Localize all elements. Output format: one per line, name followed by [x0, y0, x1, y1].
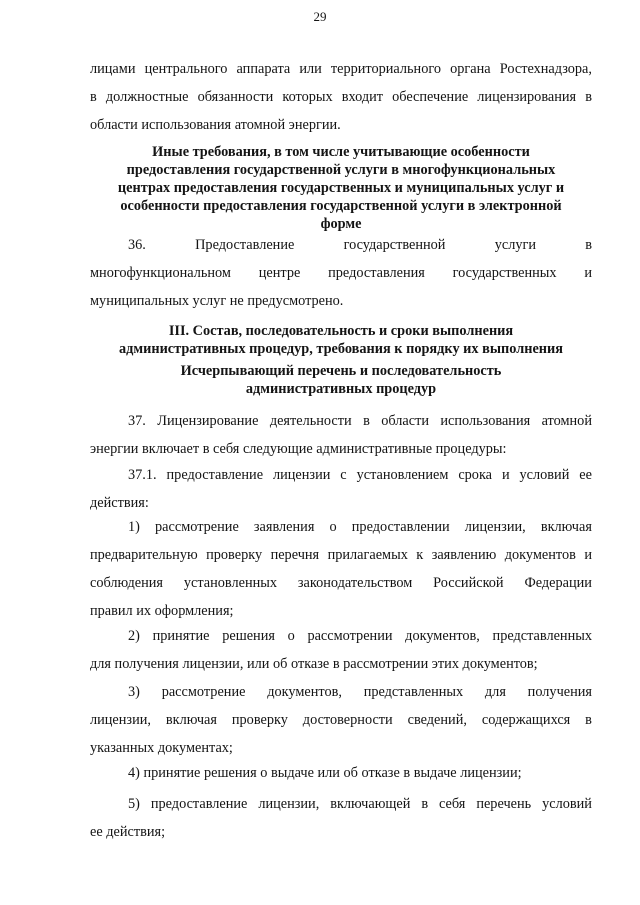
word: условий — [542, 796, 592, 812]
word: рассмотрении — [307, 628, 393, 644]
word: многофункциональном — [90, 265, 231, 281]
word: включая — [165, 712, 217, 728]
heading-line: предоставления государственной услуги в многофункциональных — [126, 162, 556, 178]
word: включая — [540, 519, 592, 535]
word: решения — [222, 628, 275, 644]
word: перечня — [270, 547, 320, 563]
section-heading-part-iii — [90, 322, 592, 358]
word: к — [416, 547, 424, 563]
text-line — [90, 83, 592, 111]
word: содержащихся — [481, 712, 571, 728]
word: соблюдения — [90, 575, 163, 591]
list-item-5 — [90, 790, 592, 846]
heading-line: III. Состав, последовательность и сроки выполнения — [168, 323, 514, 339]
word: обязанности — [197, 89, 274, 105]
word: в — [90, 89, 97, 105]
word: заявления — [253, 519, 315, 535]
text-line: действия: — [90, 495, 149, 511]
text-line: 4) принятие решения о выдаче или об отказе в выдаче лицензии; — [128, 765, 522, 781]
word: документов — [504, 547, 576, 563]
word: государственных — [452, 265, 557, 281]
word: входит — [341, 89, 383, 105]
list-item-1 — [90, 513, 592, 625]
word: Российской — [433, 575, 504, 591]
word: включающей — [330, 796, 411, 812]
text-line: указанных документах; — [90, 740, 233, 756]
text-line: правил их оформления; — [90, 603, 234, 619]
word: должностные — [105, 89, 189, 105]
word: лицензии, — [90, 712, 151, 728]
text-line — [90, 790, 592, 818]
text-line — [90, 259, 592, 287]
word: установлением — [356, 467, 449, 483]
word: представленных — [363, 684, 464, 700]
word: рассмотрение — [161, 684, 246, 700]
paragraph-carryover — [90, 55, 592, 139]
word: лицензии — [272, 467, 331, 483]
word: достоверности — [302, 712, 393, 728]
page-number: 29 — [313, 9, 327, 24]
text-line — [90, 569, 592, 597]
text-line — [90, 461, 592, 489]
word: органа — [450, 61, 491, 77]
word: области — [381, 413, 430, 429]
text-line — [90, 678, 592, 706]
word: законодательством — [297, 575, 413, 591]
word: аппарата — [236, 61, 291, 77]
paragraph-37 — [90, 407, 592, 463]
word: в — [585, 712, 592, 728]
word: в — [585, 237, 592, 253]
word: атомной — [541, 413, 592, 429]
text-line — [90, 513, 592, 541]
text-line — [90, 55, 592, 83]
word: установленных — [183, 575, 278, 591]
list-item-2 — [90, 622, 592, 678]
word: срока — [458, 467, 493, 483]
word: представленных — [492, 628, 592, 644]
heading-line: особенности предоставления государственной услуги в электронной — [120, 198, 562, 214]
word: себя — [439, 796, 466, 812]
text-line: энергии включает в себя следующие административные процедуры: — [90, 441, 507, 457]
text-line — [90, 622, 592, 650]
heading-line: Иные требования, в том числе учитывающие особенности — [152, 144, 530, 160]
word: перечень — [476, 796, 532, 812]
word: деятельности — [269, 413, 352, 429]
word: проверку — [231, 712, 288, 728]
word: лицензии, — [464, 519, 526, 535]
word: центре — [258, 265, 301, 281]
heading-line: административных процедур, требования к порядку их выполнения — [118, 341, 564, 357]
word: Предоставление — [195, 237, 295, 253]
word: сведений, — [407, 712, 467, 728]
text-line: муниципальных услуг не предусмотрено. — [90, 293, 344, 309]
word: территориального — [330, 61, 442, 77]
word: услуги — [494, 237, 536, 253]
word: лицами — [90, 61, 136, 77]
word: государственной — [343, 237, 446, 253]
word: 5) — [128, 796, 140, 812]
word: 36. — [128, 237, 146, 253]
word: или — [299, 61, 322, 77]
word: документов, — [405, 628, 480, 644]
list-item-3 — [90, 678, 592, 762]
heading-line: форме — [320, 216, 362, 232]
word: условий — [519, 467, 570, 483]
subsection-heading-procedures — [90, 362, 592, 398]
heading-line: Исчерпывающий перечень и последовательность — [180, 363, 502, 379]
word: прилагаемых — [327, 547, 408, 563]
word: лицензирования — [477, 89, 577, 105]
word: Ростехнадзора, — [499, 61, 592, 77]
paragraph-37-1 — [90, 461, 592, 517]
list-item-4 — [90, 759, 592, 787]
word: принятие — [152, 628, 210, 644]
word: предоставление — [166, 467, 264, 483]
word: предварительную — [90, 547, 198, 563]
word: обеспечение — [392, 89, 469, 105]
word: предоставлении — [351, 519, 450, 535]
word: 3) — [128, 684, 140, 700]
word: документов, — [267, 684, 342, 700]
word: и — [584, 547, 592, 563]
heading-line: административных процедур — [245, 381, 437, 397]
word: предоставление — [150, 796, 248, 812]
word: Федерации — [524, 575, 592, 591]
text-line: области использования атомной энергии. — [90, 117, 341, 133]
word: которых — [282, 89, 333, 105]
word: для — [484, 684, 506, 700]
word: 2) — [128, 628, 140, 644]
text-line — [90, 706, 592, 734]
paragraph-36 — [90, 231, 592, 315]
text-line — [90, 407, 592, 435]
text-line: для получения лицензии, или об отказе в рассмотрении этих документов; — [90, 656, 538, 672]
word: в — [421, 796, 429, 812]
word: заявлению — [431, 547, 497, 563]
word: с — [340, 467, 347, 483]
word: и — [584, 265, 592, 281]
word: Лицензирование — [157, 413, 259, 429]
word: центрального — [144, 61, 228, 77]
word: 1) — [128, 519, 140, 535]
word: использования — [440, 413, 531, 429]
word: 37.1. — [128, 467, 157, 483]
word: получения — [527, 684, 592, 700]
word: рассмотрение — [155, 519, 239, 535]
text-line: ее действия; — [90, 824, 166, 840]
section-heading-other-requirements — [90, 143, 592, 233]
text-line — [90, 231, 592, 259]
word: предоставления — [328, 265, 425, 281]
text-line — [90, 541, 592, 569]
word: в — [363, 413, 370, 429]
word: в — [585, 89, 592, 105]
word: и — [501, 467, 510, 483]
word: ее — [579, 467, 592, 483]
word: 37. — [128, 413, 146, 429]
word: о — [329, 519, 337, 535]
word: лицензии, — [258, 796, 320, 812]
heading-line: центрах предоставления государственных и муниципальных услуг и — [117, 180, 565, 196]
word: проверку — [206, 547, 263, 563]
word: о — [287, 628, 295, 644]
